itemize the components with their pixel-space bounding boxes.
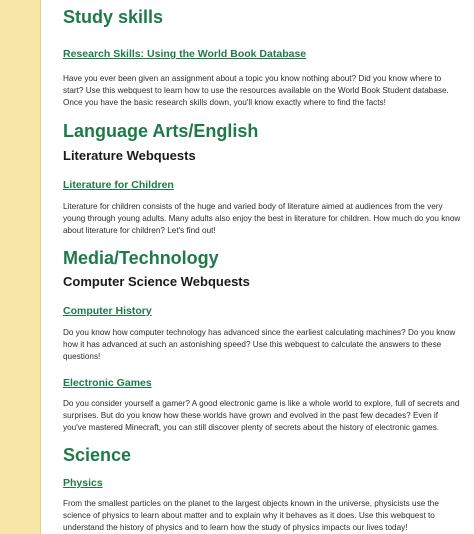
desc-literature-for-children: Literature for children consists of the huge and varied body of literature aimed at audiences from the very young through young adults. Many adults also enjoy the best in literature for children. How much do you know about literature for children? Let's find out! <box>63 202 461 235</box>
left-sidebar <box>0 0 41 534</box>
section-title-study-skills: Study skills <box>63 7 164 27</box>
desc-physics: From the smallest particles on the planet to the largest objects known in the universe, physicists use the science of physics to learn about matter and to explain why it behaves as it does. Use this webquest to understand the history of physics and to learn how the study of physics impacts our lives today! <box>63 499 439 532</box>
desc-research-skills: Have you ever been given an assignment about a topic you know nothing about? Did you know where to start? Use this webquest to learn how to use the resources available on the World Book Student database. Once you have the basic research skills down, you'll know exactly where to find the facts! <box>63 74 449 107</box>
section-title-media-technology: Media/Technology <box>63 248 219 268</box>
section-title-science: Science <box>63 445 132 465</box>
link-electronic-games[interactable]: Electronic Games <box>63 377 152 389</box>
subheading-computer-science-webquests: Computer Science Webquests <box>63 274 250 289</box>
desc-computer-history: Do you know how computer technology has advanced since the earliest calculating machines? Do you know how it has advanced at such an astonishing speed? Use this webquest to calculate the answers to these questions! <box>63 328 456 361</box>
link-computer-history[interactable]: Computer History <box>63 305 152 317</box>
section-title-language-arts: Language Arts/English <box>63 121 259 141</box>
main-content <box>41 0 474 534</box>
link-literature-for-children[interactable]: Literature for Children <box>63 179 174 191</box>
link-physics[interactable]: Physics <box>63 477 103 489</box>
subheading-literature-webquests: Literature Webquests <box>63 148 196 163</box>
link-research-skills[interactable]: Research Skills: Using the World Book Database <box>63 48 307 60</box>
desc-electronic-games: Do you consider yourself a gamer? A good electronic game is like a whole world to explore, full of secrets and surprises. But do you know how these worlds have grown and evolved in the past few decades? Even if you've mastered Minecraft, you can still discover plenty of secrets about the history of electronic games. <box>63 399 460 432</box>
